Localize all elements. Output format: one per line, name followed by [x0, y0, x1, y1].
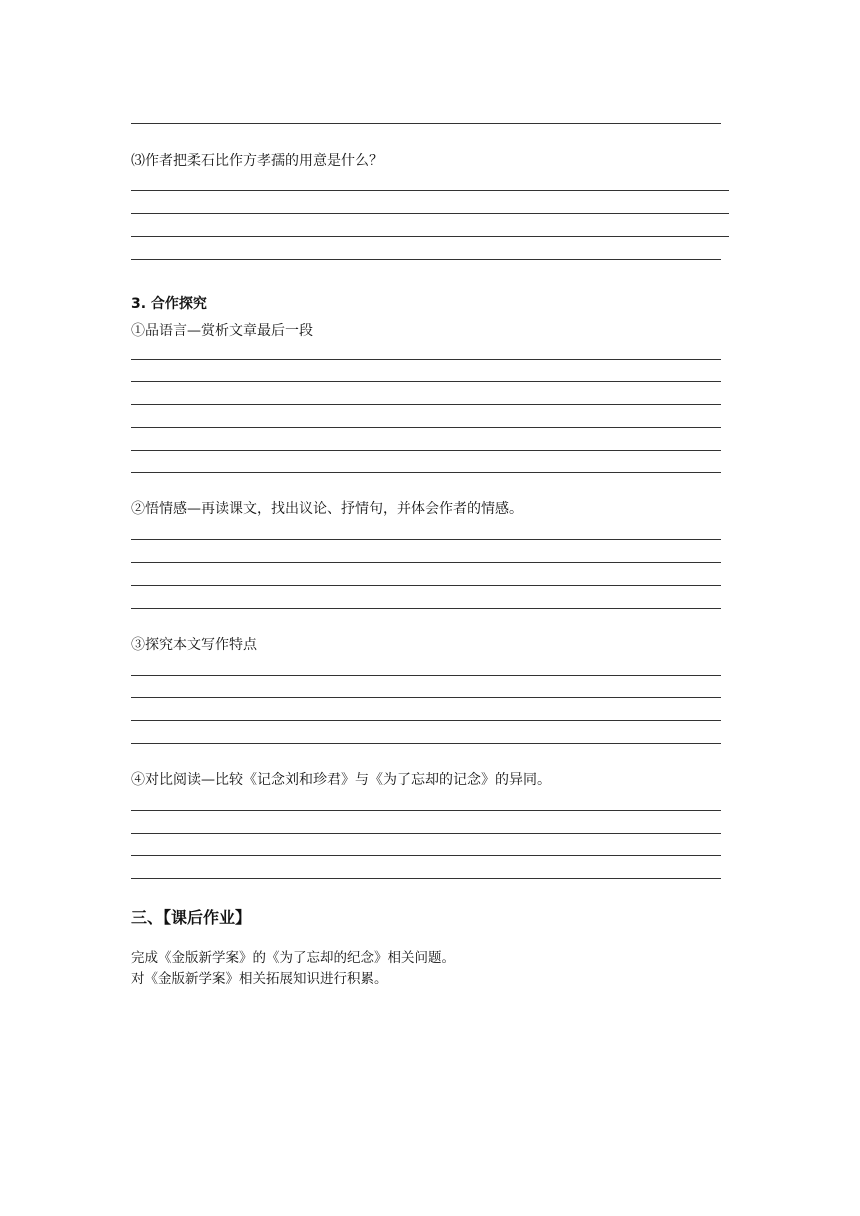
- item-4-prompt: ④对比阅读—比较《记念刘和珍君》与《为了忘却的记念》的异同。: [131, 772, 551, 788]
- answer-line: [131, 743, 721, 744]
- homework-heading: 三、【课后作业】: [131, 908, 252, 927]
- answer-line: [131, 608, 721, 609]
- homework-line-2: 对《金版新学案》相关拓展知识进行积累。: [131, 971, 388, 987]
- answer-line: [131, 833, 721, 834]
- section-heading: 3. 合作探究: [131, 296, 207, 312]
- answer-line: [131, 697, 721, 698]
- item-1-prompt: ①品语言—赏析文章最后一段: [131, 323, 313, 339]
- question-3-prompt: ⑶作者把柔石比作方孝孺的用意是什么？: [131, 153, 383, 169]
- answer-line: [131, 562, 721, 563]
- answer-line: [131, 878, 721, 879]
- item-3-prompt: ③探究本文写作特点: [131, 637, 257, 653]
- answer-line: [131, 427, 721, 428]
- answer-line: [131, 539, 721, 540]
- answer-line: [131, 675, 721, 676]
- answer-line: [131, 720, 721, 721]
- item-2-prompt: ②悟情感—再读课文，找出议论、抒情句，并体会作者的情感。: [131, 501, 523, 517]
- answer-line: [131, 190, 729, 191]
- answer-line: [131, 855, 721, 856]
- answer-line: [131, 585, 721, 586]
- answer-line: [131, 213, 729, 214]
- answer-line: [131, 236, 729, 237]
- answer-line: [131, 472, 721, 473]
- answer-line: [131, 259, 721, 260]
- answer-line: [131, 359, 721, 360]
- answer-line: [131, 810, 721, 811]
- homework-line-1: 完成《金版新学案》的《为了忘却的纪念》相关问题。: [131, 950, 455, 966]
- answer-line: [131, 381, 721, 382]
- answer-line: [131, 404, 721, 405]
- answer-line: [131, 450, 721, 451]
- answer-line: [131, 123, 721, 124]
